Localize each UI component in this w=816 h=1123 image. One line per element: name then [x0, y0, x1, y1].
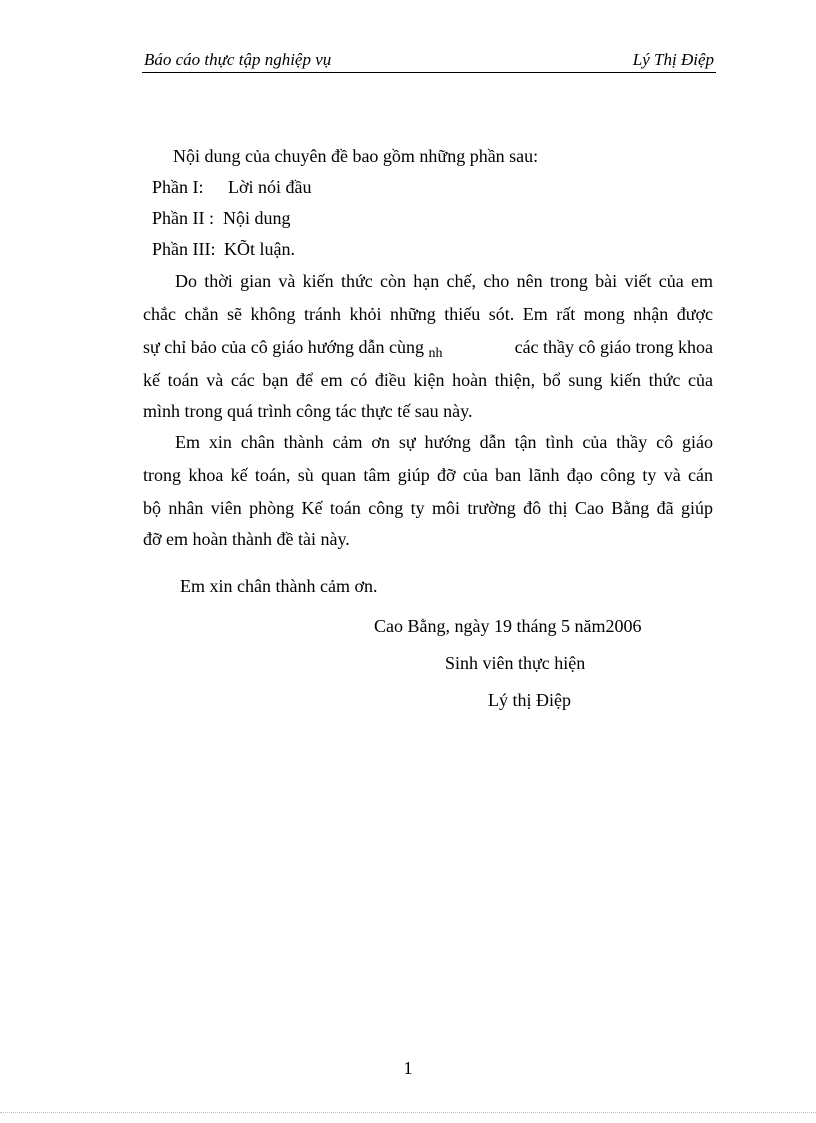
header-report-title: Báo cáo thực tập nghiệp vụ	[144, 50, 332, 69]
page-bottom-divider	[0, 1112, 816, 1113]
paragraph2-line3: bộ nhân viên phòng Kế toán công ty môi trường đô thị Cao Bằng đã giúp	[143, 498, 713, 518]
page-header	[142, 48, 716, 73]
paragraph1-line2: chắc chắn sẽ không tránh khỏi những thiếu sót. Em rất mong nhận được	[143, 304, 713, 324]
closing-thanks: Em xin chân thành cảm ơn.	[180, 576, 378, 596]
page-number: 1	[403, 1058, 413, 1078]
part-3-label: Phần III:	[152, 239, 216, 259]
paragraph2-line1: Em xin chân thành cảm ơn sự hướng dẫn tận tình của thầy cô giáo	[175, 432, 713, 452]
paragraph1-line3-end: các thầy cô giáo trong khoa	[514, 337, 713, 357]
paragraph2-line4: đỡ em hoàn thành đề tài này.	[143, 529, 350, 549]
part-2-title: Nội dung	[223, 208, 291, 228]
paragraph1-line3-start: sự chỉ bảo của cô giáo hướng dẫn cùng	[143, 337, 424, 357]
part-3-title: KÕt luận.	[224, 239, 295, 259]
paragraph1-line3	[143, 336, 713, 361]
closing-signer-title: Sinh viên thực hiện	[445, 653, 586, 673]
paragraph2-line2: trong khoa kế toán, sù quan tâm giúp đỡ của ban lãnh đạo công ty và cán	[143, 465, 713, 485]
intro-line: Nội dung của chuyên đề bao gồm những phần sau:	[173, 146, 539, 166]
paragraph1-line4: kế toán và các bạn để em có điều kiện hoàn thiện, bổ sung kiến thức của	[143, 370, 713, 390]
part-1-label: Phần I:	[152, 177, 204, 197]
closing-place-date: Cao Bằng, ngày 19 tháng 5 năm2006	[374, 616, 642, 636]
paragraph1-line5: mình trong quá trình công tác thực tế sau này.	[143, 401, 473, 421]
part-2-label: Phần II :	[152, 208, 214, 228]
header-author: Lý Thị Điệp	[632, 50, 714, 69]
paragraph1-line3-sub: nh	[428, 346, 443, 361]
closing-signer-name: Lý thị Điệp	[488, 690, 571, 710]
part-1-title: Lời nói đầu	[228, 177, 312, 197]
paragraph1-line1: Do thời gian và kiến thức còn hạn chế, cho nên trong bài viết của em	[175, 271, 713, 291]
